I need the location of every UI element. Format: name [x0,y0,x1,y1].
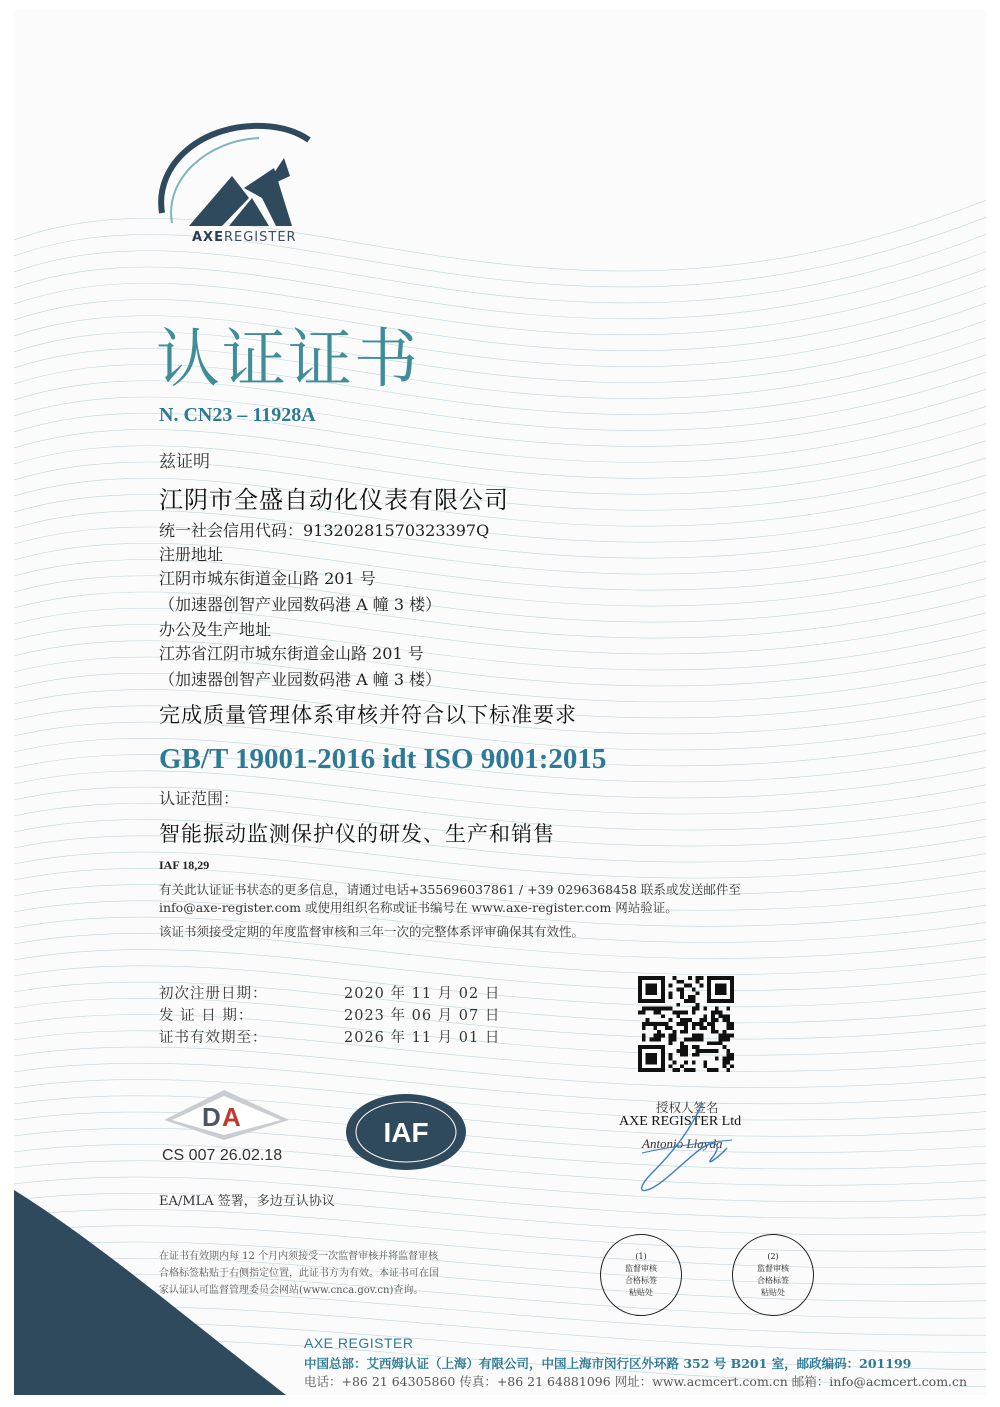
initial-registration-date: 2020 年 11 月 02 日 [344,986,501,1002]
qr-code[interactable] [638,976,734,1072]
company-name: 江阴市全盛自动化仪表有限公司 [159,486,509,514]
dam-code: CS 007 26.02.18 [162,1147,283,1164]
supervision-note-line2: 合格标签粘贴于右侧指定位置，此证书方为有效。本证书可在国 [159,1268,439,1279]
wave-line [14,1112,986,1153]
certificate-title: 认证证书 [156,323,420,397]
supervision-note-line1: 在证书有效期内每 12 个月内须接受一次监督审核并将监督审核 [159,1251,439,1262]
footer-brand: AXE REGISTER [304,1335,414,1351]
expiry-date-label: 证书有效期至： [159,1030,268,1046]
svg-text:IAF: IAF [383,1117,429,1148]
wave-line [14,1144,986,1185]
wave-line [14,1128,986,1169]
office-address-line1: 江苏省江阴市城东街道金山路 201 号 [159,644,424,663]
wave-line [14,1079,986,1120]
footer-contact: 电话：+86 21 64305860 传真：+86 21 64881096 网址：www.acmcert.com.cn 邮箱：info@acmcert.com.cn [304,1374,968,1389]
supervision-note-line3: 家认证认可监督管理委员会网站(www.cnca.gov.cn)查询。 [159,1285,424,1296]
wave-line [14,1063,986,1104]
certify-text: 兹证明 [159,452,210,472]
svg-text:A: A [222,1102,241,1132]
requirements-text: 完成质量管理体系审核并符合以下标准要求 [159,703,577,727]
validity-note: 该证书须接受定期的年度监督审核和三年一次的完整体系评审确保其有效性。 [159,924,585,939]
ea-mla-text: EA/MLA 签署，多边互认协议 [159,1194,335,1209]
signatory-name: Antonio Llayda [642,1136,723,1151]
registered-address-line1: 江阴市城东街道金山路 201 号 [159,569,376,588]
logo-wordmark: AXEREGISTER [192,230,297,245]
expiry-date: 2026 年 11 月 01 日 [344,1030,501,1046]
iaf-logo [344,1092,469,1172]
scope: 智能振动监测保护仪的研发、生产和销售 [159,822,555,846]
certificate-number: N. CN23 – 11928A [159,404,316,426]
scope-label: 认证范围： [159,789,240,808]
wave-line [14,1096,986,1137]
standard: GB/T 19001-2016 idt ISO 9001:2015 [159,743,607,775]
issue-date: 2023 年 06 月 07 日 [344,1008,501,1024]
office-address-label: 办公及生产地址 [159,620,272,639]
registered-address-line2: （加速器创智产业园数码港 A 幢 3 楼） [159,595,442,614]
authorized-company: AXE REGISTER Ltd [619,1114,742,1129]
info-line2: info@axe-register.com 或使用组织名称或证书编号在 www.axe-register.com 网站验证。 [159,900,678,915]
wave-line [14,1047,986,1088]
authorized-signature-label: 授权人签名 [656,1100,719,1115]
issue-date-label: 发 证 日 期： [159,1008,254,1024]
info-line1: 有关此认证证书状态的更多信息，请通过电话+355696037861 / +39 0296368458 联系或发送邮件至 [159,882,741,897]
registered-address-label: 注册地址 [159,545,224,564]
iaf-code: IAF 18,29 [159,858,210,872]
footer-headquarters: 中国总部：艾西姆认证（上海）有限公司，中国上海市闵行区外环路 352 号 B201 室，邮政编码：201199 [304,1356,912,1371]
initial-registration-label: 初次注册日期： [159,986,268,1002]
certificate-page [14,10,986,1395]
audit-stamp-2: (2) 监督审核 合格标签 粘贴处 [732,1234,814,1316]
office-address-line2: （加速器创智产业园数码港 A 幢 3 楼） [159,670,442,689]
audit-stamp-1: (1) 监督审核 合格标签 粘贴处 [600,1234,682,1316]
handwritten-signature [632,1098,742,1198]
svg-text:D: D [202,1102,221,1132]
credit-code: 统一社会信用代码：91320281570323397Q [159,521,490,540]
dam-accreditation-logo [164,1090,289,1145]
